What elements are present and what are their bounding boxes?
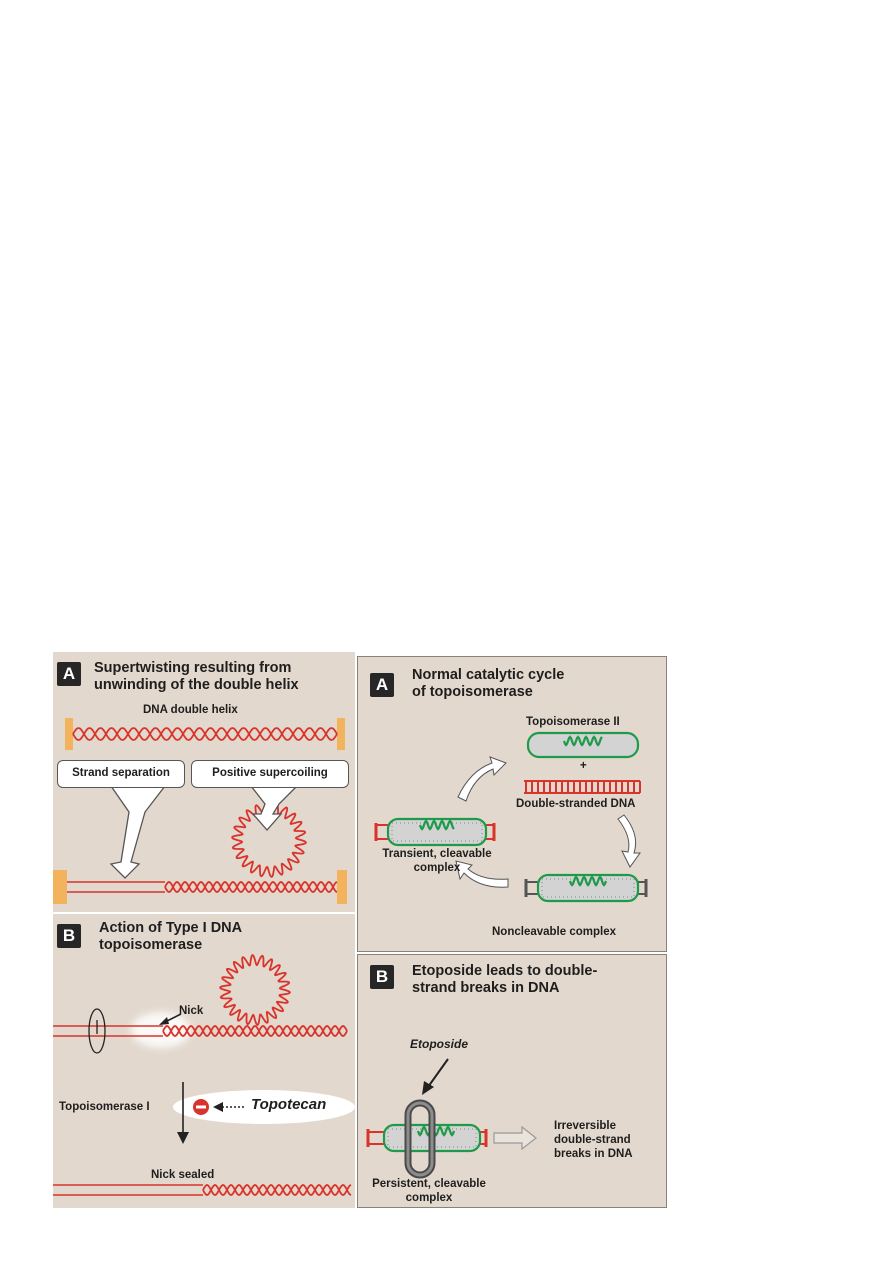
transient-complex	[376, 819, 494, 845]
topoisomerase-ii-label: Topoisomerase II	[526, 716, 620, 728]
strand-separation-callout: Strand separation	[57, 760, 185, 788]
right-clamp-bottom	[337, 870, 347, 904]
title-line: Normal catalytic cycle	[412, 667, 565, 683]
title-line: Supertwisting resulting from	[94, 660, 292, 676]
double-strand-breaks-label	[554, 1119, 633, 1161]
dna-helix-upper	[163, 1026, 347, 1036]
left-clamp-bottom	[53, 870, 67, 904]
left-panel-b	[53, 914, 355, 1208]
left-clamp-top	[65, 718, 73, 750]
etoposide-diagram	[358, 955, 667, 1208]
reaction-arrowhead	[177, 1132, 189, 1144]
etoposide-arrowhead	[422, 1081, 434, 1095]
transient-complex-label	[372, 847, 502, 875]
type-i-topoisomerase-diagram	[53, 914, 355, 1208]
nick-sealed-label: Nick sealed	[151, 1169, 215, 1181]
panel-badge: A	[57, 662, 81, 686]
dna-double-helix-top-2	[73, 728, 337, 740]
panel-badge: A	[370, 673, 394, 697]
label-line: Persistent, cleavable	[372, 1178, 486, 1190]
inhibition-bar	[196, 1106, 206, 1109]
right-panel-b	[357, 954, 667, 1208]
title-line: unwinding of the double helix	[94, 677, 299, 693]
persistent-complex-label	[357, 1177, 504, 1205]
panel-badge: B	[57, 924, 81, 948]
title-line: topoisomerase	[99, 937, 203, 953]
left-panel-a	[53, 652, 355, 912]
cycle-arrow-right	[618, 815, 640, 867]
helix-label: DNA double helix	[143, 704, 238, 716]
panel-badge: B	[370, 965, 394, 989]
right-clamp-top	[337, 718, 345, 750]
dna-helix-upper-2	[163, 1026, 347, 1036]
cycle-arrow-top	[458, 757, 506, 801]
supercoil-loop	[220, 955, 290, 1025]
label-line: Transient, cleavable	[382, 848, 492, 860]
nick-label: Nick	[179, 1005, 204, 1017]
noncleavable-complex-label: Noncleavable complex	[492, 926, 616, 938]
etoposide-arrow	[428, 1059, 448, 1087]
positive-supercoiling-callout: Positive supercoiling	[191, 760, 349, 788]
label-line: Irreversible	[554, 1120, 617, 1132]
title-line: Action of Type I DNA	[99, 920, 243, 936]
noncleavable-complex	[526, 875, 646, 901]
label-line: breaks in DNA	[554, 1148, 633, 1160]
title-line: Etoposide leads to double-	[412, 963, 598, 979]
etoposide-label: Etoposide	[410, 1037, 469, 1051]
right-panel-a	[357, 656, 667, 952]
topotecan-arrowhead	[213, 1102, 223, 1112]
plus-sign: +	[580, 760, 587, 772]
result-arrow	[494, 1127, 536, 1149]
nick-arrowhead	[159, 1017, 169, 1025]
dna-ladder-rungs	[526, 781, 640, 793]
strand-separation-arrow	[111, 786, 165, 878]
label-line: complex	[413, 862, 461, 874]
topotecan-label: Topotecan	[251, 1096, 327, 1113]
title-line: strand breaks in DNA	[412, 980, 560, 996]
double-stranded-dna-label: Double-stranded DNA	[516, 798, 636, 810]
label-line: complex	[405, 1192, 453, 1204]
label-line: double-strand	[554, 1134, 631, 1146]
title-line: of topoisomerase	[412, 684, 533, 700]
topoisomerase-i-label: Topoisomerase I	[59, 1101, 150, 1113]
